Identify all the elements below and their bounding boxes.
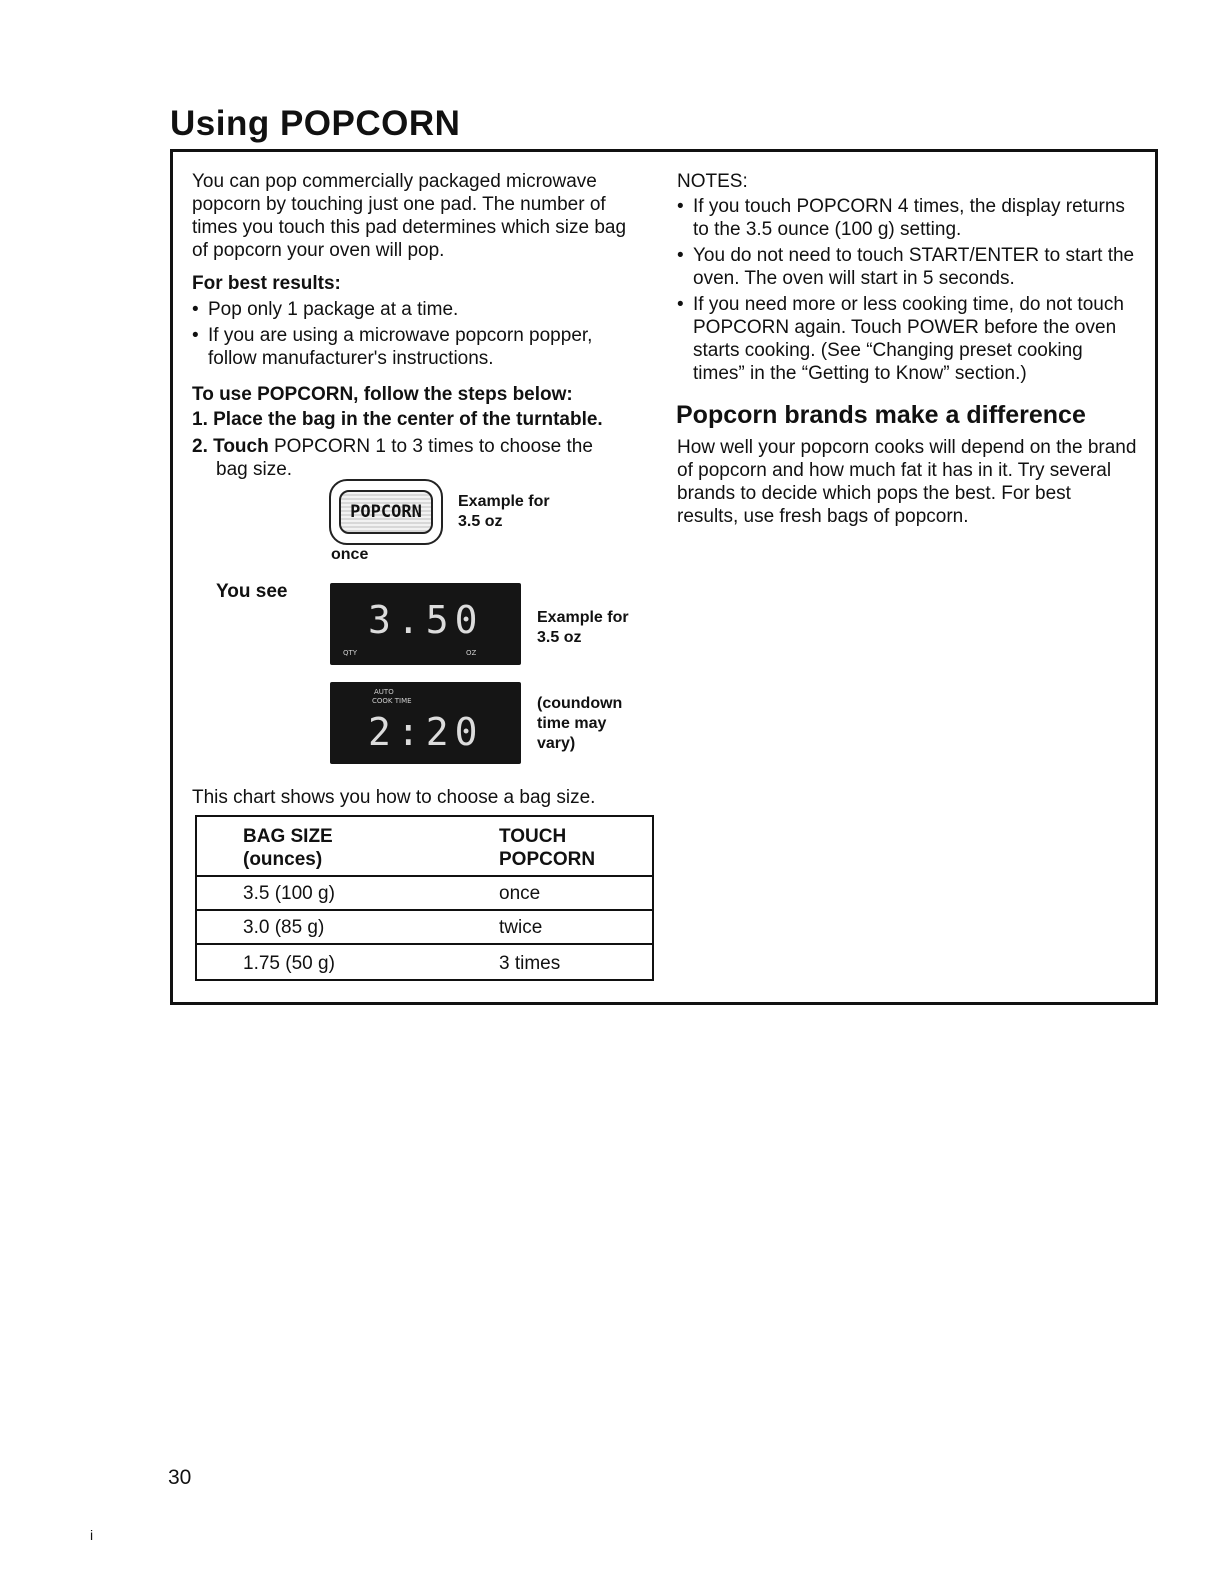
notes-heading: NOTES: <box>677 171 748 192</box>
you-see-label: You see <box>216 581 288 602</box>
pad-example-caption: Example for 3.5 oz <box>458 493 550 530</box>
bag-size-table <box>195 815 654 981</box>
page-title: Using POPCORN <box>170 104 461 143</box>
display-label-qty: QTY <box>343 649 358 657</box>
table-row <box>197 875 652 911</box>
bullet-icon: • <box>677 294 684 315</box>
table-header-bag-size: BAG SIZE (ounces) <box>243 826 333 870</box>
display-label-auto: AUTO <box>374 688 394 696</box>
step-2-continued: bag size. <box>216 459 293 480</box>
bullet-icon: • <box>192 299 199 320</box>
bullet-icon: • <box>677 245 684 266</box>
display-panel-1 <box>330 583 521 665</box>
table-cell: once <box>499 883 541 904</box>
pad-count-caption: once <box>331 546 369 563</box>
list-item: • If you are using a microwave popcorn popper, follow manufacturer's instructions. <box>192 325 593 369</box>
table-cell: 3.0 (85 g) <box>243 917 325 938</box>
intro-paragraph: You can pop commercially packaged microwave popcorn by touching just one pad. The number of times you touch this pad determines which size bag of popcorn your oven will pop. <box>192 171 627 261</box>
display-panel-2 <box>330 682 521 764</box>
step-1: 1. Place the bag in the center of the turntable. <box>192 409 603 430</box>
display-label-oz: OZ <box>466 649 477 657</box>
steps-heading: To use POPCORN, follow the steps below: <box>192 384 573 405</box>
table-cell: 1.75 (50 g) <box>243 953 335 974</box>
display-digits: 2:20 <box>368 710 484 754</box>
brands-paragraph: How well your popcorn cooks will depend on the brand of popcorn and how much fat it has in it. Try several brands to decide which pops the best. For best results, use fresh bags of popcorn. <box>677 437 1137 527</box>
notes-list <box>677 195 1137 385</box>
popcorn-pad-illustration <box>329 479 443 545</box>
list-item: • If you touch POPCORN 4 times, the display returns to the 3.5 ounce (100 g) setting. <box>677 196 1125 240</box>
section-heading: Popcorn brands make a difference <box>676 401 1086 429</box>
table-row <box>197 909 652 945</box>
list-item: • Pop only 1 package at a time. <box>192 299 459 320</box>
step-2: 2. Touch POPCORN 1 to 3 times to choose the <box>192 436 593 457</box>
bullet-icon: • <box>677 196 684 217</box>
best-results-heading: For best results: <box>192 273 341 294</box>
table-cell: twice <box>499 917 543 938</box>
list-item: • If you need more or less cooking time, do not touch POPCORN again. Touch POWER before the oven starts cooking. (See “Changing preset cooking times” in the “Getting to Know” section.) <box>677 294 1124 384</box>
page-number: 30 <box>168 1466 192 1489</box>
table-cell: 3 times <box>499 953 561 974</box>
table-row <box>197 943 652 979</box>
chart-intro: This chart shows you how to choose a bag size. <box>192 787 596 808</box>
display-1-caption: Example for 3.5 oz <box>537 609 629 646</box>
table-header-touch: TOUCH POPCORN <box>499 826 596 870</box>
display-2-caption: (coundown time may vary) <box>537 695 623 752</box>
list-item: • You do not need to touch START/ENTER to start the oven. The oven will start in 5 seconds. <box>677 245 1135 289</box>
best-results-list <box>192 298 642 370</box>
display-label-cook-time: COOK TIME <box>372 697 412 705</box>
display-digits: 3.50 <box>368 598 484 642</box>
table-cell: 3.5 (100 g) <box>243 883 335 904</box>
bullet-icon: • <box>192 325 199 346</box>
corner-mark: i <box>90 1527 94 1543</box>
popcorn-pad-label: POPCORN <box>339 490 433 534</box>
